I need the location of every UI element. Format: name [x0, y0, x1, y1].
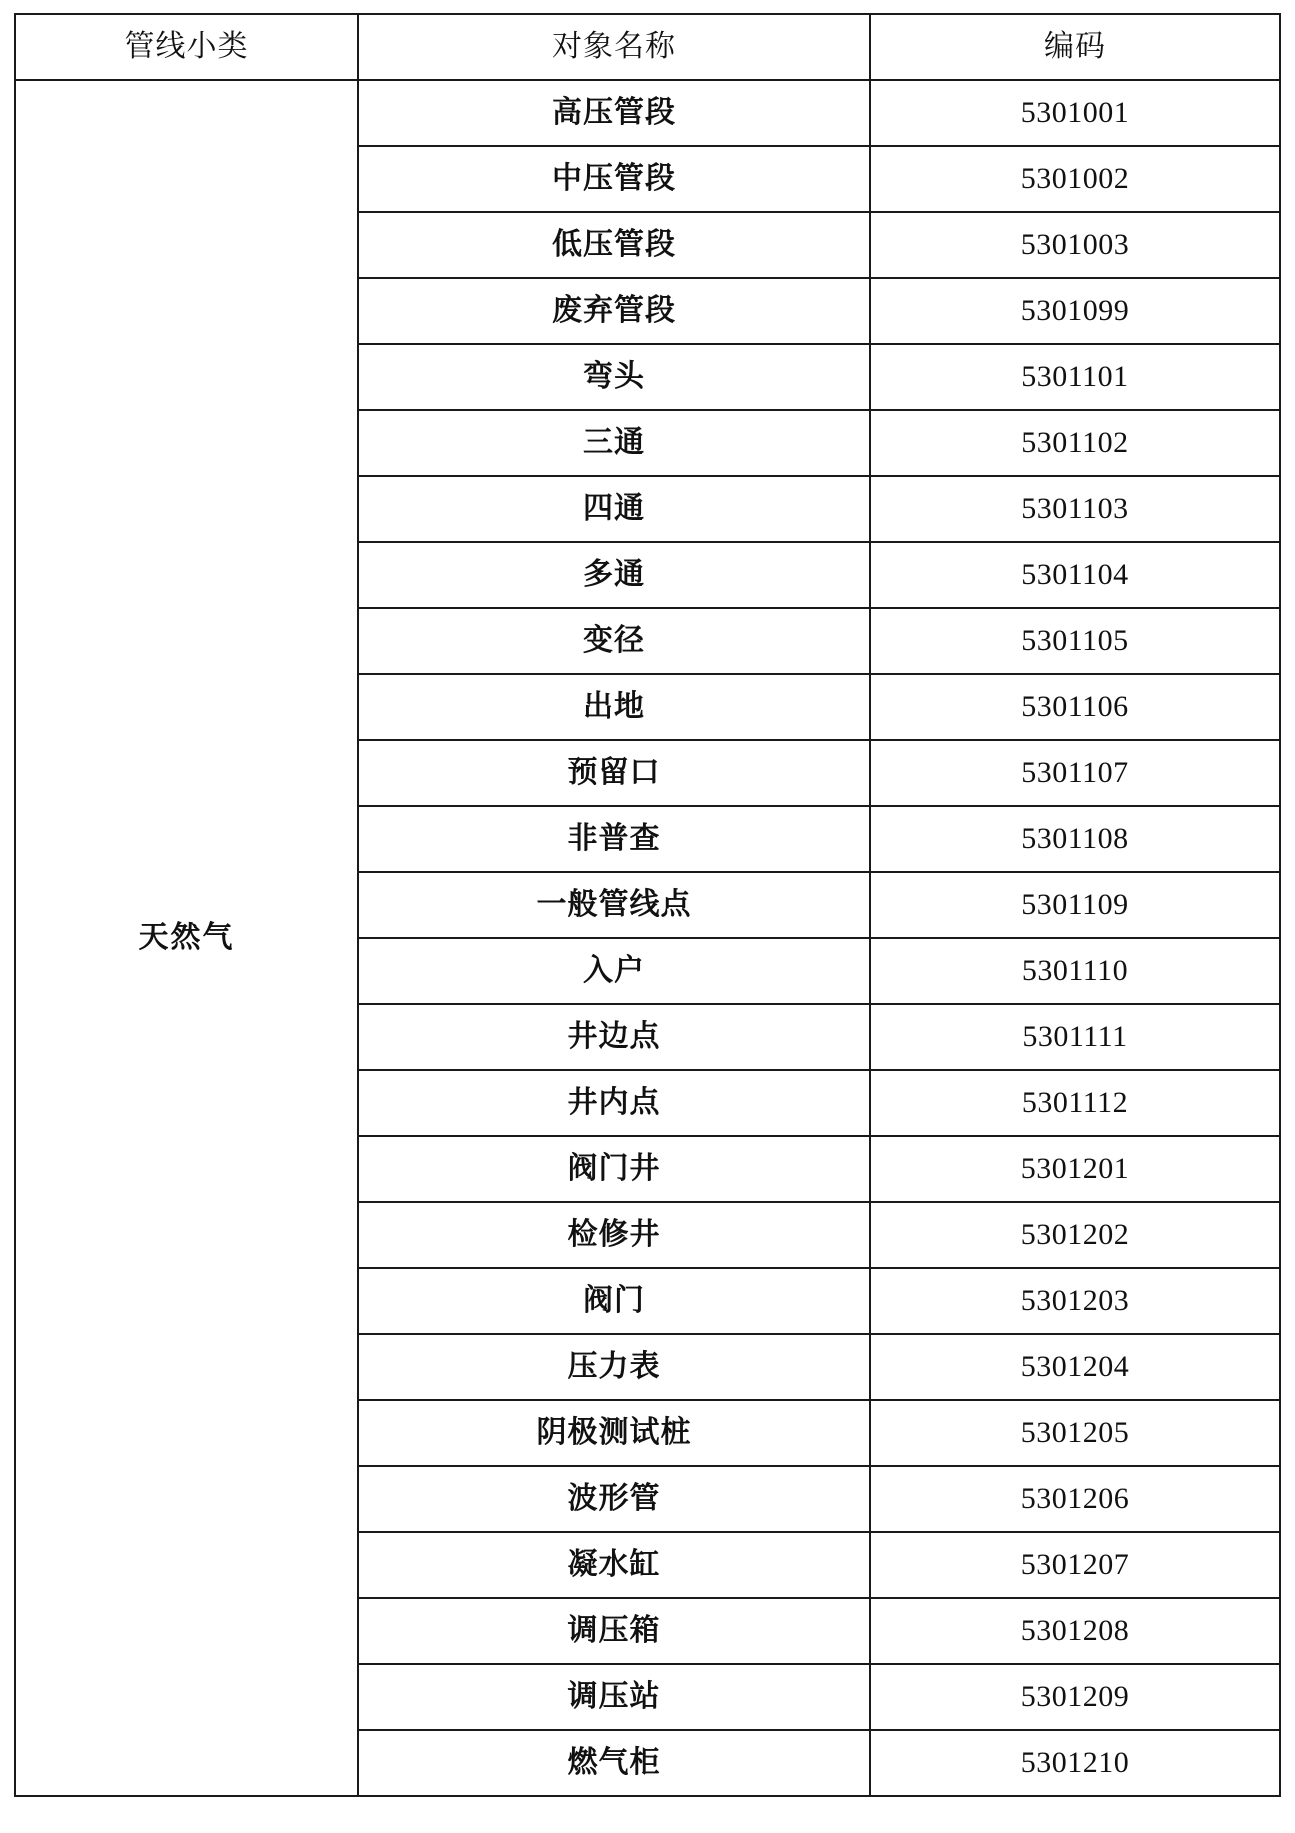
table-header	[15, 14, 1280, 80]
object-name-cell: 废弃管段	[358, 278, 870, 344]
object-name-cell: 预留口	[358, 740, 870, 806]
table-row	[15, 80, 1280, 146]
code-cell: 5301207	[870, 1532, 1280, 1598]
object-name-cell: 阀门井	[358, 1136, 870, 1202]
code-cell: 5301204	[870, 1334, 1280, 1400]
object-name-cell: 压力表	[358, 1334, 870, 1400]
pipeline-code-table	[14, 13, 1281, 1797]
object-name-cell: 多通	[358, 542, 870, 608]
header-row	[15, 14, 1280, 80]
code-cell: 5301202	[870, 1202, 1280, 1268]
code-cell: 5301111	[870, 1004, 1280, 1070]
header-object-name: 对象名称	[358, 14, 870, 80]
code-cell: 5301203	[870, 1268, 1280, 1334]
object-name-cell: 凝水缸	[358, 1532, 870, 1598]
object-name-cell: 变径	[358, 608, 870, 674]
code-cell: 5301099	[870, 278, 1280, 344]
code-cell: 5301209	[870, 1664, 1280, 1730]
object-name-cell: 调压站	[358, 1664, 870, 1730]
object-name-cell: 非普查	[358, 806, 870, 872]
header-category: 管线小类	[15, 14, 358, 80]
code-cell: 5301108	[870, 806, 1280, 872]
code-cell: 5301106	[870, 674, 1280, 740]
code-cell: 5301001	[870, 80, 1280, 146]
code-cell: 5301206	[870, 1466, 1280, 1532]
object-name-cell: 一般管线点	[358, 872, 870, 938]
code-cell: 5301102	[870, 410, 1280, 476]
code-cell: 5301104	[870, 542, 1280, 608]
header-code: 编码	[870, 14, 1280, 80]
table-body	[15, 80, 1280, 1796]
object-name-cell: 波形管	[358, 1466, 870, 1532]
code-cell: 5301003	[870, 212, 1280, 278]
category-cell: 天然气	[15, 80, 358, 1796]
code-cell: 5301201	[870, 1136, 1280, 1202]
object-name-cell: 入户	[358, 938, 870, 1004]
code-cell: 5301112	[870, 1070, 1280, 1136]
code-cell: 5301205	[870, 1400, 1280, 1466]
code-cell: 5301105	[870, 608, 1280, 674]
object-name-cell: 四通	[358, 476, 870, 542]
object-name-cell: 调压箱	[358, 1598, 870, 1664]
code-cell: 5301103	[870, 476, 1280, 542]
object-name-cell: 井边点	[358, 1004, 870, 1070]
code-cell: 5301002	[870, 146, 1280, 212]
object-name-cell: 三通	[358, 410, 870, 476]
object-name-cell: 出地	[358, 674, 870, 740]
code-cell: 5301101	[870, 344, 1280, 410]
object-name-cell: 中压管段	[358, 146, 870, 212]
object-name-cell: 低压管段	[358, 212, 870, 278]
code-cell: 5301109	[870, 872, 1280, 938]
code-cell: 5301210	[870, 1730, 1280, 1796]
object-name-cell: 燃气柜	[358, 1730, 870, 1796]
object-name-cell: 检修井	[358, 1202, 870, 1268]
object-name-cell: 弯头	[358, 344, 870, 410]
object-name-cell: 井内点	[358, 1070, 870, 1136]
object-name-cell: 高压管段	[358, 80, 870, 146]
code-cell: 5301208	[870, 1598, 1280, 1664]
code-cell: 5301107	[870, 740, 1280, 806]
code-cell: 5301110	[870, 938, 1280, 1004]
object-name-cell: 阀门	[358, 1268, 870, 1334]
object-name-cell: 阴极测试桩	[358, 1400, 870, 1466]
